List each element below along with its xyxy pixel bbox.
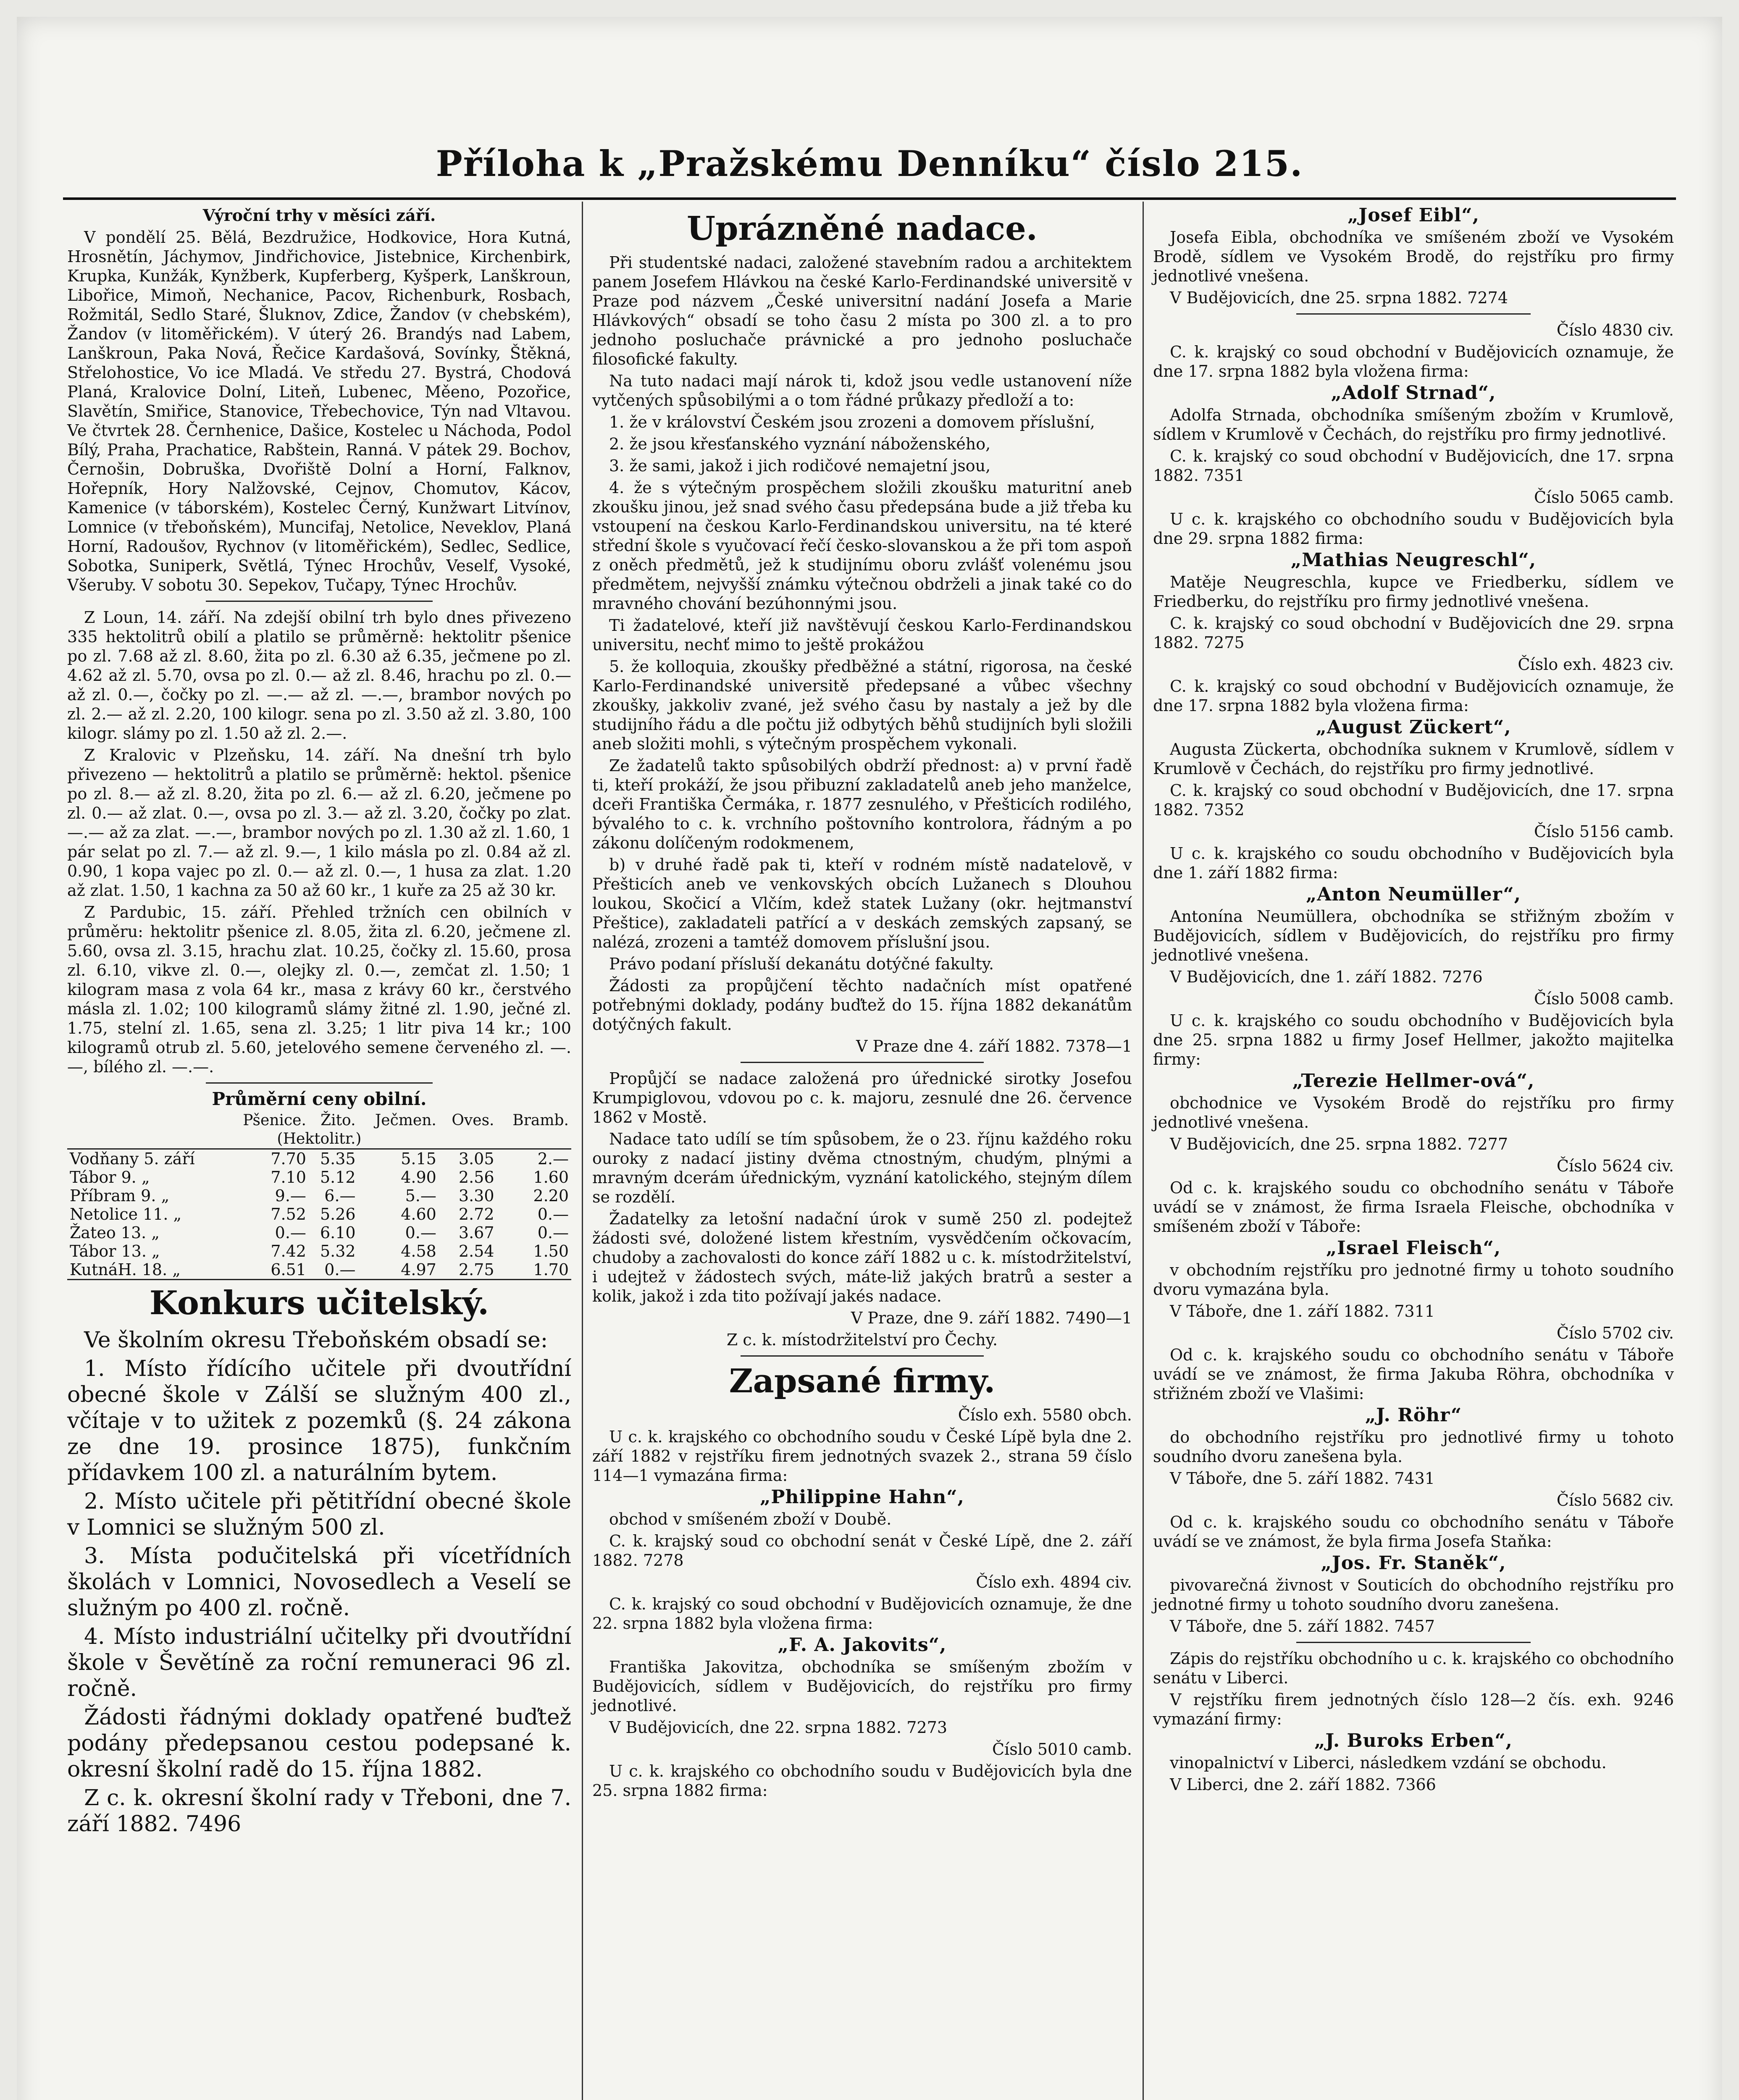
nadace-paragraph: Právo podaní přísluší dekanátu dotýčné fakulty. bbox=[609, 955, 994, 973]
divider bbox=[206, 601, 433, 602]
table-cell: 0.— bbox=[537, 1205, 569, 1223]
firm-name: „August Zückert“, bbox=[1316, 717, 1511, 738]
table-cell: 7.42 bbox=[271, 1242, 306, 1260]
konkurs-paragraph: Žádosti řádnými doklady opatřené buďtež podány předepsanou cestou podepsané k. okresní školní radě do 15. října 1882. bbox=[67, 1705, 571, 1782]
table-cell: 0.— bbox=[324, 1260, 356, 1279]
case-number: Číslo 5156 camb. bbox=[1534, 822, 1674, 841]
table-cell: 2.75 bbox=[458, 1260, 494, 1279]
table-cell: 3.30 bbox=[458, 1186, 494, 1205]
firm-name: „Adolf Strnad“, bbox=[1331, 382, 1496, 404]
table-cell: 3.67 bbox=[458, 1223, 494, 1242]
notice-text: Matěje Neugreschla, kupce ve Friedberku, sídlem ve Friedberku, do rejstříku pro firmy jednotlivé vnešena. bbox=[1153, 573, 1674, 611]
notice-text: Od c. k. krajského soudu co obchodního senátu v Táboře uvádí se ve známost, že byla firma Josefa Staňka: bbox=[1153, 1513, 1674, 1551]
nadace-authority: Z c. k. místodržitelství pro Čechy. bbox=[726, 1331, 998, 1349]
konkurs-paragraph: 2. Místo učitele při pětitřídní obecné škole v Lomnici se služným 500 zl. bbox=[67, 1489, 571, 1540]
nadace-paragraph: 3. že sami, jakož i jich rodičové nemajetní jsou, bbox=[609, 457, 991, 475]
konkurs-paragraph: 1. Místo řídícího učitele při dvoutřídní obecné škole v Zálší se služným 400 zl., včítaje v to užitek z pozemků (§. 24 zákona ze dne 19. prosince 1875), funkčním přídavkem 100 zl. a naturálním bytem. bbox=[67, 1356, 571, 1486]
notice-signature: V Budějovicích, dne 22. srpna 1882. 7273 bbox=[609, 1718, 948, 1737]
notice-text: U c. k. krajského co obchodního soudu v Budějovicích byla dne 29. srpna 1882 firma: bbox=[1153, 510, 1674, 548]
firmy-heading: Zapsané firmy. bbox=[729, 1362, 996, 1400]
firm-name: „Mathias Neugreschl“, bbox=[1290, 549, 1537, 571]
notice-text: U c. k. krajského co obchodního soudu v Budějovicích byla dne 25. srpna 1882 firma: bbox=[592, 1762, 1132, 1800]
grain-prices-table bbox=[67, 1111, 571, 1280]
notice-text: Františka Jakovitza, obchodníka se smíšeným zbožím v Budějovicích, sídlem v Budějovicích, do rejstříku pro firmy jednotlivé. bbox=[592, 1658, 1132, 1715]
table-row bbox=[67, 1168, 571, 1186]
case-number: Číslo 5065 camb. bbox=[1534, 488, 1674, 507]
table-header: Žito. bbox=[320, 1112, 356, 1129]
table-cell: 0.— bbox=[275, 1223, 306, 1242]
newspaper-page bbox=[17, 17, 1722, 2100]
table-row bbox=[67, 1260, 571, 1280]
table-cell: Příbram 9. „ bbox=[70, 1186, 170, 1205]
table-cell: 7.70 bbox=[271, 1150, 306, 1168]
table-cell: 0.— bbox=[405, 1223, 436, 1242]
table-cell: 2.54 bbox=[458, 1242, 494, 1260]
case-number: Číslo exh. 5580 obch. bbox=[958, 1406, 1132, 1424]
nadace-paragraph: 4. že s výtečným prospěchem složili zkoušku maturitní aneb zkoušku jinou, jež snad svého času předepsána bude a již třeba ku vstoupení na českou Karlo-Ferdinandskou universitu, na té které střední škole s vyučovací řečí česko-slovanskou a že při tom aspoň z oněch předmětů, jež k studijnímu oboru zvlášť volenému jsou předmětem, nejvyšší známku výtečnou obdrželi a jinak také co do mravného chování bezúhonnými jsou. bbox=[592, 478, 1132, 613]
table-row bbox=[67, 1149, 571, 1168]
notice-signature: V Táboře, dne 5. září 1882. 7431 bbox=[1170, 1469, 1435, 1488]
table-row bbox=[67, 1205, 571, 1223]
loun-report: Z Loun, 14. září. Na zdejší obilní trh bylo dnes přivezeno 335 hektolitrů obilí a platilo se průměrně: hektolitr pšenice po zl. 7.68 až zl. 8.60, žita po zl. 6.30 až 6.35, ječmene po zl. 4.62 až zl. 5.70, ovsa po zl. 0.— až zl. 8.46, hrachu po zl. 0.— až zl. 0.—, čočky po zl. —.— až zl. —.—, brambor nových po zl. 2.— až zl. 2.20, 100 kilogr. sena po zl. 3.50 až zl. 3.80, 100 kilogr. slámy po zl. 1.50 až zl. 2.—. bbox=[67, 608, 571, 743]
page-title: Příloha k „Pražskému Denníku“ číslo 215. bbox=[436, 143, 1303, 184]
column-right bbox=[1153, 206, 1674, 1797]
table-row bbox=[67, 1186, 571, 1205]
notice-signature: V Budějovicích, dne 25. srpna 1882. 7277 bbox=[1170, 1135, 1508, 1153]
notice-text: C. k. krajský co soud obchodní v Budějovicích oznamuje, že dne 17. srpna 1882 byla vložena firma: bbox=[1153, 343, 1674, 381]
table-cell: KutnáH. 18. „ bbox=[70, 1260, 181, 1279]
case-number: Číslo exh. 4823 civ. bbox=[1518, 655, 1674, 674]
table-cell: 5.35 bbox=[320, 1150, 356, 1168]
table-cell: 6.10 bbox=[320, 1223, 356, 1242]
konkurs-paragraph: 4. Místo industriální učitelky při dvoutřídní škole v Ševětíně za roční remuneraci 96 zl. ročně. bbox=[67, 1624, 571, 1701]
notice-text: Josefa Eibla, obchodníka ve smíšeném zboží ve Vysokém Brodě, sídlem ve Vysokém Brodě, do rejstříku pro firmy jednotlivé vnešena. bbox=[1153, 228, 1674, 285]
firm-name: „Jos. Fr. Staněk“, bbox=[1321, 1552, 1506, 1574]
table-header: Pšenice. bbox=[243, 1112, 306, 1129]
table-cell: 3.05 bbox=[458, 1150, 494, 1168]
table-cell: 4.60 bbox=[401, 1205, 436, 1223]
notice-signature: C. k. krajský co soud obchodní v Budějovicích, dne 17. srpna 1882. 7351 bbox=[1153, 447, 1674, 485]
table-cell: 6.51 bbox=[271, 1260, 306, 1279]
firm-name: „F. A. Jakovits“, bbox=[778, 1634, 947, 1656]
table-row bbox=[67, 1223, 571, 1242]
konkurs-paragraph: 3. Místa podučitelská při vícetřídních školách v Lomnici, Novosedlech a Veselí se služným po 400 zl. ročně. bbox=[67, 1544, 571, 1621]
notice-text: v obchodním rejstříku pro jednotné firmy u tohoto soudního dvoru vymazána byla. bbox=[1153, 1261, 1674, 1299]
notice-text: C. k. krajský co soud obchodní v Budějovicích oznamuje, že dne 22. srpna 1882 byla vložena firma: bbox=[592, 1595, 1132, 1633]
notice-text: do obchodního rejstříku pro jednotlivé firmy u tohoto soudního dvoru zanešena byla. bbox=[1153, 1428, 1674, 1466]
table-cell: 9.— bbox=[275, 1186, 306, 1205]
table-cell: 5.32 bbox=[320, 1242, 356, 1260]
nadace-signature: V Praze, dne 9. září 1882. 7490—1 bbox=[851, 1309, 1132, 1327]
header-rule bbox=[63, 197, 1676, 200]
notice-signature: C. k. krajský soud co obchodní senát v České Lípě, dne 2. září 1882. 7278 bbox=[592, 1532, 1132, 1570]
case-number: Číslo 5702 civ. bbox=[1556, 1324, 1674, 1342]
case-number: Číslo 5682 civ. bbox=[1556, 1491, 1674, 1509]
notice-text: Antonína Neumüllera, obchodníka se střižným zbožím v Budějovicích, sídlem v Budějovicích, do rejstříku pro firmy jednotlivé vnešena. bbox=[1153, 907, 1674, 964]
table-cell: 6.— bbox=[324, 1186, 356, 1205]
notice-text: Adolfa Strnada, obchodníka smíšeným zbožím v Krumlově, sídlem v Krumlově v Čechách, do rejstříku pro firmy jednotlivé. bbox=[1153, 406, 1674, 444]
table-cell: 5.12 bbox=[320, 1168, 356, 1186]
notice-signature: V Liberci, dne 2. září 1882. 7366 bbox=[1170, 1775, 1436, 1794]
table-row bbox=[67, 1242, 571, 1260]
firm-name: „J. Buroks Erben“, bbox=[1314, 1730, 1513, 1751]
divider bbox=[206, 1082, 433, 1084]
nadace-paragraph: 1. že v království Českém jsou zrozeni a domovem příslušní, bbox=[609, 413, 1095, 431]
table-cell: 1.50 bbox=[533, 1242, 569, 1260]
firm-name: „Israel Fleisch“, bbox=[1326, 1237, 1501, 1259]
table-cell: 4.90 bbox=[401, 1168, 436, 1186]
case-number: Číslo 5624 civ. bbox=[1556, 1157, 1674, 1175]
table-header bbox=[67, 1111, 226, 1130]
table-cell: Netolice 11. „ bbox=[70, 1205, 182, 1223]
table-cell: 5.— bbox=[405, 1186, 436, 1205]
table-cell: 2.72 bbox=[458, 1205, 494, 1223]
market-text: V pondělí 25. Bělá, Bezdružice, Hodkovice, Hora Kutná, Hrosnětín, Jáchymov, Jindřichovice, Jistebnice, Kirchenbirk, Krupka, Kunžák, Kynžberk, Kupferberg, Kyšperk, Lanškroun, Libořice, Mimoň, Nechanice, Pacov, Richenburk, Rosbach, Rožmitál, Sedlo Staré, Šluknov, Zdice, Žandov (v chebském), Žandov (v litoměřickém). V úterý 26. Brandýs nad Labem, Lanškroun, Paka Nová, Řečice Kardašová, Sovínky, Štěkná, Střelohostice, Vo ice Mladá. Ve středu 27. Bystrá, Chodová Planá, Kralovice Dolní, Liteň, Lubenec, Měeno, Pozořice, Slavětín, Smiřice, Stanovice, Třebechovice, Týn nad Vltavou. Ve čtvrtek 28. Černhenice, Dašice, Kostelec u Náchoda, Podol Bílý, Praha, Prachatice, Rabštein, Ranná. V pátek 29. Bochov, Černošin, Dobruška, Dvořiště Dolní a Horní, Falknov, Hořepník, Hory Nalžovské, Cejnov, Chomutov, Kácov, Kamenice (v táborském), Kostelec Černý, Kunžwart Litvínov, Lomnice (v třeboňském), Muncifaj, Netolice, Neveklov, Planá Horní, Radoušov, Rychnov (v litoměřickém), Sedlec, Sedlice, Sobotka, Suniperk, Světlá, Týnec Hrochův, Veself, Vysoké, Všeruby. V sobotu 30. Sepekov, Tučapy, Týnec Hrochův. bbox=[67, 228, 571, 594]
nadace-signature: V Praze dne 4. září 1882. 7378—1 bbox=[856, 1037, 1132, 1055]
table-cell: 2.56 bbox=[458, 1168, 494, 1186]
notice-text: Od c. k. krajského soudu co obchodního senátu v Táboře uvádí se ve známost, že firma Jakuba Röhra, obchodníka v střižném zboží ve Vlašimi: bbox=[1153, 1346, 1674, 1403]
notice-text: vinopalnictví v Liberci, následkem vzdání se obchodu. bbox=[1170, 1754, 1607, 1772]
divider bbox=[1296, 313, 1531, 315]
nadace-paragraph: 2. že jsou křesťanského vyznání náboženského, bbox=[609, 435, 991, 453]
notice-signature: V Budějovicích, dne 25. srpna 1882. 7274 bbox=[1170, 289, 1508, 307]
notice-signature: C. k. krajský co soud obchodní v Budějovicích dne 29. srpna 1882. 7275 bbox=[1153, 614, 1674, 652]
nadace-paragraph: Žadatelky za letošní nadační úrok v sumě 250 zl. podejtež žádosti své, doložené listem křestním, vysvědčením očkovacím, chudoby a zachovalosti do konce září 1882 u c. k. místodržitelství, i udejtež v žádostech svých, máte-liž jakých bratrů a sester a kolik, jakož i zda tito požívají jakés nadace. bbox=[592, 1210, 1132, 1305]
notice-text: V rejstříku firem jednotných číslo 128—2 čís. exh. 9246 vymazání firmy: bbox=[1153, 1690, 1674, 1728]
table-header: Bramb. bbox=[512, 1112, 569, 1129]
market-title: Výroční trhy v měsíci září. bbox=[202, 206, 436, 225]
firm-name: „Josef Eibl“, bbox=[1348, 205, 1479, 226]
table-cell: 2.— bbox=[537, 1150, 569, 1168]
nadace-heading: Uprázněné nadace. bbox=[687, 210, 1038, 248]
kralovic-report: Z Kralovic v Plzeňsku, 14. září. Na dnešní trh bylo přivezeno — hektolitrů a platilo se průměrně: hektol. pšenice po zl. 8.— až zl. 8.20, žita po zl. 6.— až zl. 6.20, ječmene po zl. 0.— až zlat. 0.—, ovsa po zl. 3.— až zl. 3.20, čočky po zlat. —.— až za zlat. —.—, brambor nových po zl. 1.30 až zl. 1.60, 1 pár selat po zl. 7.— až zl. 9.—, 1 kilo másla po zl. 0.84 až zl. 0.90, 1 kopa vajec po zl. 0.— až zl. 0.—, 1 husa za zlat. 1.20 až zlat. 1.50, 1 kachna za 50 až 60 kr., 1 kuře za 25 až 30 kr. bbox=[67, 746, 571, 900]
konkurs-heading: Konkurs učitelský. bbox=[149, 1284, 489, 1322]
case-number: Číslo 5010 camb. bbox=[992, 1740, 1132, 1759]
notice-text: Zápis do rejstříku obchodního u c. k. krajského co obchodního senátu v Liberci. bbox=[1153, 1649, 1674, 1687]
notice-text: U c. k. krajského co soudu obchodního v Budějovicích byla dne 1. září 1882 firma: bbox=[1153, 844, 1674, 882]
nadace-paragraph: b) v druhé řadě pak ti, kteří v rodném místě nadatelově, v Přešticích aneb ve venkovských obcích Lužanech s Dlouhou loukou, Skočicí a Vlčím, kdež statek Lužany (okr. hejtmanství Přeštice), zakladateli patřící a v deskách zemských zapsaný, se nalézá, zrozeni a tamtéž domovem příslušní jsou. bbox=[592, 856, 1132, 951]
konkurs-paragraph: Ve školním okresu Třeboňském obsadí se: bbox=[84, 1328, 548, 1353]
firm-name: „Anton Neumüller“, bbox=[1306, 884, 1521, 905]
firm-name: „Terezie Hellmer-ová“, bbox=[1292, 1070, 1535, 1092]
case-number: Číslo 4830 civ. bbox=[1556, 321, 1674, 339]
firm-name: „J. Röhr“ bbox=[1365, 1404, 1462, 1426]
notice-text: U c. k. krajského co obchodního soudu v České Lípě byla dne 2. září 1882 v rejstříku firem jednotných svazek 2., strana 59 číslo 114—1 vymazána firma: bbox=[592, 1428, 1132, 1485]
notice-text: U c. k. krajského co soudu obchodního v Budějovicích byla dne 25. srpna 1882 u firmy Josef Hellmer, jakožto majitelka firmy: bbox=[1153, 1011, 1674, 1068]
column-divider bbox=[582, 202, 583, 2100]
column-divider bbox=[1143, 202, 1144, 2100]
notice-text: C. k. krajský co soud obchodní v Budějovicích oznamuje, že dne 17. srpna 1882 byla vložena firma: bbox=[1153, 677, 1674, 715]
table-cell: 1.70 bbox=[533, 1260, 569, 1279]
divider bbox=[1296, 1642, 1531, 1643]
column-left bbox=[67, 206, 571, 1840]
notice-signature: C. k. krajský co soud obchodní v Budějovicích, dne 17. srpna 1882. 7352 bbox=[1153, 781, 1674, 819]
case-number: Číslo exh. 4894 civ. bbox=[976, 1573, 1132, 1591]
table-cell: 4.58 bbox=[401, 1242, 436, 1260]
table-cell: Tábor 13. „ bbox=[70, 1242, 160, 1260]
table-cell: 7.52 bbox=[271, 1205, 306, 1223]
table-cell: 2.20 bbox=[533, 1186, 569, 1205]
nadace-paragraph: Ti žadatelové, kteří již navštěvují českou Karlo-Ferdinandskou universitu, nechť mimo to ještě prokážou bbox=[592, 616, 1132, 654]
table-header: Oves. bbox=[452, 1112, 494, 1129]
table-cell: Žateo 13. „ bbox=[70, 1223, 160, 1242]
nadace-paragraph: 5. že kolloquia, zkoušky předběžné a státní, rigorosa, na české Karlo-Ferdinandské universitě předepsané a vůbec všechny zkoušky, jakkoliv zvané, jež svého času by nastaly a jež by dle studijního řádu a dle počtu již odbytých běhů studijních byli složili aneb složiti mohli, s výtečným prospěchem vykonali. bbox=[592, 657, 1132, 753]
notice-signature: V Budějovicích, dne 1. září 1882. 7276 bbox=[1170, 968, 1483, 986]
nadace-paragraph: Propůjčí se nadace založená pro úřednické sirotky Josefou Krumpiglovou, vdovou po c. k. majoru, zesnulé dne 26. července 1862 v Mostě. bbox=[592, 1069, 1132, 1126]
notice-text: pivovarečná živnost v Souticích do obchodního rejstříku pro jednotné firmy u tohoto soudního dvoru zanešena. bbox=[1153, 1576, 1674, 1614]
table-header: Ječmen. bbox=[375, 1112, 436, 1129]
table-cell: 4.97 bbox=[401, 1260, 436, 1279]
column-middle bbox=[592, 206, 1132, 1803]
notice-text: obchod v smíšeném zboží v Doubě. bbox=[609, 1510, 892, 1528]
nadace-paragraph: Žádosti za propůjčení těchto nadačních míst opatřené potřebnými doklady, podány buďtež do 15. října 1882 dekanátům dotýčných fakult. bbox=[592, 976, 1132, 1034]
nadace-paragraph: Ze žadatelů takto spůsobilých obdrží přednost: a) v první řadě ti, kteří prokáží, že jsou přibuzní zakladatelů aneb jeho manželce, dceři Františka Čermáka, r. 1877 zesnulého, v Přešticích rodilého, bývalého to c. k. vrchního poštovního kontrolora, řádným a po zákonu dolíčeným rodokmenem, bbox=[592, 756, 1132, 852]
case-number: Číslo 5008 camb. bbox=[1534, 990, 1674, 1008]
notice-signature: V Táboře, dne 1. září 1882. 7311 bbox=[1170, 1302, 1435, 1320]
divider bbox=[741, 1355, 983, 1357]
table-cell: 5.26 bbox=[320, 1205, 356, 1223]
table-cell: 1.60 bbox=[533, 1168, 569, 1186]
table-cell: 7.10 bbox=[271, 1168, 306, 1186]
nadace-paragraph: Na tuto nadaci mají nárok ti, kdož jsou vedle ustanovení níže vytčených spůsobilými a o tom řádné průkazy předloží a to: bbox=[592, 372, 1132, 410]
notice-text: Augusta Zückerta, obchodníka suknem v Krumlově, sídlem v Krumlově v Čechách, do rejstříku pro firmy jednotlivé. bbox=[1153, 740, 1674, 778]
pardubic-report: Z Pardubic, 15. září. Přehled tržních cen obilních v průměru: hektolitr pšenice zl. 8.05, žita zl. 6.20, ječmene zl. 5.60, ovsa zl. 3.15, hrachu zlat. 10.25, čočky zl. 15.60, prosa zl. 6.10, vikve zl. 0.—, olejky zl. 0.—, zemčat zl. 1.50; 1 kilogram masa z vola 64 kr., masa z krávy 60 kr., čerstvého másla zl. 1.02; 100 kilogramů slámy žitné zl. 1.90, ječné zl. 1.75, stelní zl. 1.65, sena zl. 3.25; 1 litr piva 14 kr.; 100 kilogramů otrub zl. 5.60, jetelového semene červeného zl. —.—, bílého zl. —.—. bbox=[67, 903, 571, 1076]
konkurs-signature: Z c. k. okresní školní rady v Třeboni, dne 7. září 1882. 7496 bbox=[67, 1785, 571, 1837]
table-cell: Vodňany 5. září bbox=[70, 1150, 195, 1168]
prices-title: Průměrní ceny obilní. bbox=[212, 1089, 427, 1109]
notice-signature: V Táboře, dne 5. září 1882. 7457 bbox=[1170, 1617, 1435, 1635]
notice-text: Od c. k. krajského soudu co obchodního senátu v Táboře uvádí se v známost, že firma Israela Fleische, obchodníka v smíšeném zboží v Táboře: bbox=[1153, 1179, 1674, 1236]
nadace-paragraph: Při studentské nadaci, založené stavebním radou a architektem panem Josefem Hlávkou na české Karlo-Ferdinandské universitě v Praze pod názvem „České universitní nadání Josefa a Marie Hlávkových“ obsadí se toho času 2 místa po 300 zl. a to pro jednoho posluchače právnické a pro jednoho posluchače filosofické fakulty. bbox=[592, 253, 1132, 368]
firm-name: „Philippine Hahn“, bbox=[760, 1486, 964, 1508]
table-cell: 0.— bbox=[537, 1223, 569, 1242]
divider bbox=[741, 1062, 983, 1063]
nadace-paragraph: Nadace tato udílí se tím spůsobem, že o 23. říjnu každého roku ouroky z nadací jistiny dvěma ctnostným, chudým, plnými a mravným dcerám úřednickým, vyznání katolického, stejným dílem se rozdělí. bbox=[592, 1130, 1132, 1206]
table-cell: Tábor 9. „ bbox=[70, 1168, 150, 1186]
notice-text: obchodnice ve Vysokém Brodě do rejstříku pro firmy jednotlivé vnešena. bbox=[1153, 1094, 1674, 1131]
table-unit: (Hektolitr.) bbox=[277, 1130, 362, 1147]
table-cell: 5.15 bbox=[401, 1150, 436, 1168]
